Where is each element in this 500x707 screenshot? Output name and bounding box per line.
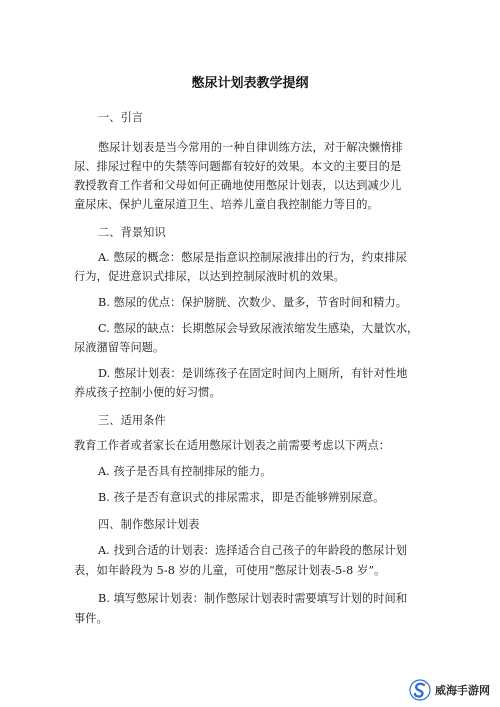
- paragraph-line: A. 孩子是否具有控制排尿的能力。: [98, 465, 272, 478]
- paragraph-line: 事件。: [74, 612, 108, 625]
- paragraph-line: B. 憋尿的优点：保护膀胱、次数少、量多，节省时间和精力。: [98, 296, 408, 309]
- watermark-text: 威海手游网: [435, 684, 490, 697]
- paragraph-line: 憋尿计划表是当今常用的一种自律训练方法，对于解决懒惰排: [98, 141, 403, 154]
- paragraph-line: B. 填写憋尿计划表：制作憋尿计划表时需要填写计划的时间和: [98, 592, 408, 605]
- paragraph-line: 表，如年龄段为 5-8 岁的儿童，可使用“憋尿计划表-5-8 岁”。: [74, 564, 386, 577]
- s-logo-icon: [409, 679, 431, 701]
- paragraph-line: A. 找到合适的计划表：选择适合自己孩子的年龄段的憋尿计划: [98, 544, 407, 557]
- paragraph-line: 行为，促进意识式排尿，以达到控制尿液时机的效果。: [74, 270, 345, 283]
- paragraph-line: C. 憋尿的缺点：长期憋尿会导致尿液浓缩发生感染，大量饮水，: [98, 322, 419, 335]
- paragraph-line: 尿液潴留等问题。: [74, 341, 165, 354]
- paragraph-line: A. 憋尿的概念：憋尿是指意识控制尿液排出的行为，约束排尿: [98, 251, 407, 264]
- section-heading-make-table: 四、制作憋尿计划表: [98, 518, 200, 531]
- paragraph-line: 童尿床、保护儿童尿道卫生、培养儿童自我控制能力等目的。: [74, 198, 379, 211]
- section-heading-background: 二、背景知识: [98, 226, 166, 239]
- paragraph-line: B. 孩子是否有意识式的排尿需求，即是否能够辨别尿意。: [98, 491, 385, 504]
- watermark: [409, 679, 490, 701]
- paragraph-line: D. 憋尿计划表：是训练孩子在固定时间内上厕所，有针对性地: [98, 367, 408, 380]
- document-title: 憋尿计划表教学提纲: [191, 76, 309, 91]
- paragraph-line: 养成孩子控制小便的好习惯。: [74, 386, 221, 399]
- paragraph-line: 教授教育工作者和父母如何正确地使用憋尿计划表，以达到减少儿: [74, 179, 402, 192]
- paragraph-line: 教育工作者或者家长在适用憋尿计划表之前需要考虑以下两点：: [74, 439, 391, 452]
- section-heading-conditions: 三、适用条件: [98, 414, 166, 427]
- paragraph-line: 尿、排尿过程中的失禁等问题都有较好的效果。本文的主要目的是: [74, 160, 402, 173]
- section-heading-intro: 一、引言: [98, 111, 144, 124]
